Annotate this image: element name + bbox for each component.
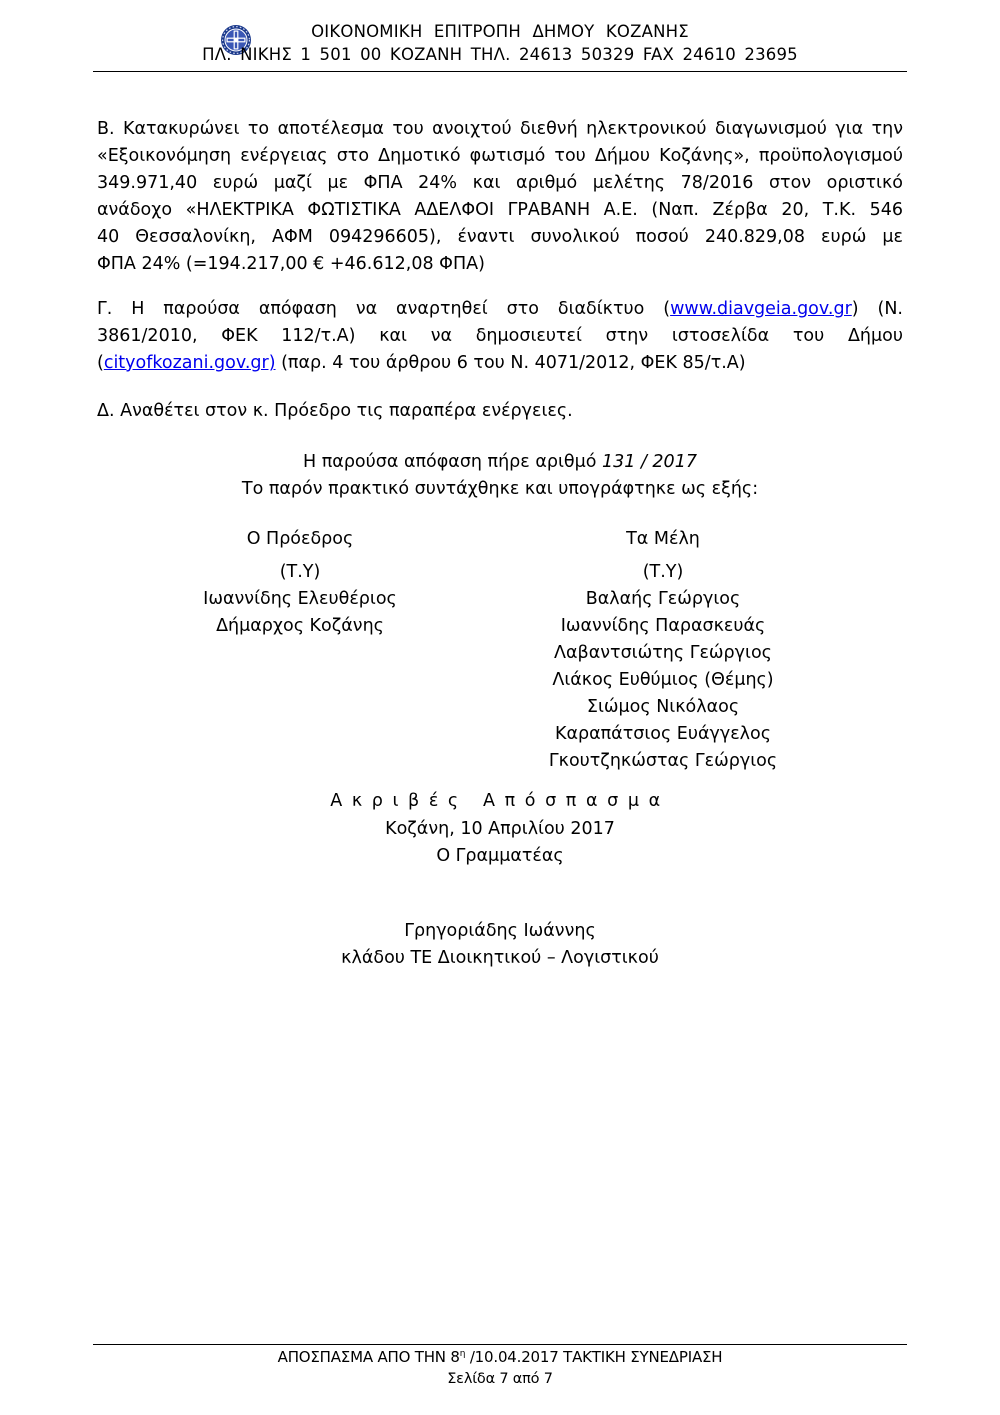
decision-number-section	[97, 449, 903, 503]
decision-signed-line: Το παρόν πρακτικό συντάχθηκε και υπογράφτηκε ως εξής:	[241, 479, 759, 499]
president-ty-stamp: (Τ.Υ)	[279, 562, 321, 582]
president-name: Ιωαννίδης Ελευθέριος	[203, 589, 397, 609]
paragraph-c-line	[97, 350, 903, 377]
paragraph-b-line: Β. Κατακυρώνει το αποτέλεσμα του ανοιχτού διεθνή ηλεκτρονικού διαγωνισμού για την	[97, 119, 903, 139]
paragraph-d: Δ. Αναθέτει στον κ. Πρόεδρο τις παραπέρα ενέργειες.	[97, 401, 573, 421]
certification-place-date: Κοζάνη, 10 Απριλίου 2017	[385, 818, 615, 839]
header-committee-title: ΟΙΚΟΝΟΜΙΚΗ ΕΠΙΤΡΟΠΗ ΔΗΜΟΥ ΚΟΖΑΝΗΣ	[311, 22, 689, 41]
decision-number-line	[97, 449, 903, 476]
header-address-line: ΠΛ. ΝΙΚΗΣ 1 501 00 ΚΟΖΑΝΗ ΤΗΛ. 24613 50329 FAX 24610 23695	[202, 45, 798, 64]
footer-session-line	[97, 1348, 903, 1366]
paragraph-b-line: ΦΠΑ 24% (=194.217,00 € +46.612,08 ΦΠΑ)	[97, 254, 485, 274]
paragraph-b-line: 349.971,40 ευρώ μαζί με ΦΠΑ 24% και αριθμό μελέτης 78/2016 στον οριστικό	[97, 173, 903, 193]
footer-ordinal-superscript: η	[459, 1349, 466, 1359]
paragraph-c	[97, 296, 903, 377]
paragraph-c-line	[97, 296, 903, 323]
header-divider	[93, 71, 907, 72]
diavgeia-link[interactable]: www.diavgeia.gov.gr	[670, 299, 852, 319]
member-name: Ιωαννίδης Παρασκευάς	[560, 616, 766, 636]
footer-session-text: /10.04.2017 ΤΑΚΤΙΚΗ ΣΥΝΕΔΡΙΑΣΗ	[465, 1348, 723, 1366]
president-signature-column	[97, 526, 503, 775]
member-name: Σιώμος Νικόλαος	[586, 697, 740, 717]
paragraph-c-line: 3861/2010, ΦΕΚ 112/τ.Α) και να δημοσιευτεί στην ιστοσελίδα του Δήμου	[97, 326, 903, 346]
paragraph-c-text: (	[97, 353, 104, 373]
members-ty-stamp: (Τ.Υ)	[642, 562, 684, 582]
members-title: Τα Μέλη	[626, 529, 700, 549]
secretary-signature-block	[97, 918, 903, 972]
secretary-name: Γρηγοριάδης Ιωάννης	[404, 920, 596, 941]
footer-session-text: ΑΠΟΣΠΑΣΜΑ ΑΠΟ ΤΗΝ 8	[277, 1348, 460, 1366]
paragraph-b	[97, 116, 903, 278]
certification-section	[97, 788, 903, 871]
paragraph-b-line: ανάδοχο «ΗΛΕΚΤΡΙΚΑ ΦΩΤΙΣΤΙΚΑ ΑΔΕΛΦΟΙ ΓΡΑΒΑΝΗ Α.Ε. (Ναπ. Ζέρβα 20, Τ.Κ. 546	[97, 200, 903, 220]
member-name: Καραπάτσιος Ευάγγελος	[554, 724, 772, 744]
secretary-role: κλάδου ΤΕ Διοικητικού – Λογιστικού	[341, 947, 659, 968]
certification-title: Ακριβές Απόσπασμα	[330, 791, 670, 811]
member-name: Βαλαής Γεώργιος	[585, 589, 741, 609]
president-title: Ο Πρόεδρος	[246, 529, 354, 549]
document-body	[97, 116, 903, 972]
footer-page-number: Σελίδα 7 από 7	[447, 1371, 553, 1387]
paragraph-c-text: ) (Ν.	[851, 299, 903, 319]
president-role: Δήμαρχος Κοζάνης	[216, 616, 384, 636]
secretary-title: Ο Γραμματέας	[436, 846, 564, 866]
decision-number-text: Η παρούσα απόφαση πήρε αριθμό	[303, 452, 602, 472]
member-name: Λαβαντσιώτης Γεώργιος	[554, 643, 772, 663]
paragraph-c-text: Γ. Η παρούσα απόφαση να αναρτηθεί στο διαδίκτυο (	[97, 299, 671, 319]
paragraph-b-line: «Εξοικονόμηση ενέργειας στο Δημοτικό φωτισμό του Δήμου Κοζάνης», προϋπολογισμού	[97, 146, 903, 166]
signatures-section	[97, 526, 903, 775]
members-signature-column	[503, 526, 823, 775]
footer-divider	[93, 1344, 907, 1345]
paragraph-b-line: 40 Θεσσαλονίκη, ΑΦΜ 094296605), έναντι συνολικού ποσού 240.829,08 ευρώ με	[97, 227, 903, 247]
member-name: Γκουτζηκώστας Γεώργιος	[548, 751, 778, 771]
decision-number-value: 131 / 2017	[602, 452, 697, 472]
member-name: Λιάκος Ευθύμιος (Θέμης)	[552, 670, 774, 690]
cityofkozani-link[interactable]: cityofkozani.gov.gr)	[103, 353, 276, 373]
paragraph-c-text: (παρ. 4 του άρθρου 6 του Ν. 4071/2012, ΦΕΚ 85/τ.Α)	[275, 353, 746, 373]
